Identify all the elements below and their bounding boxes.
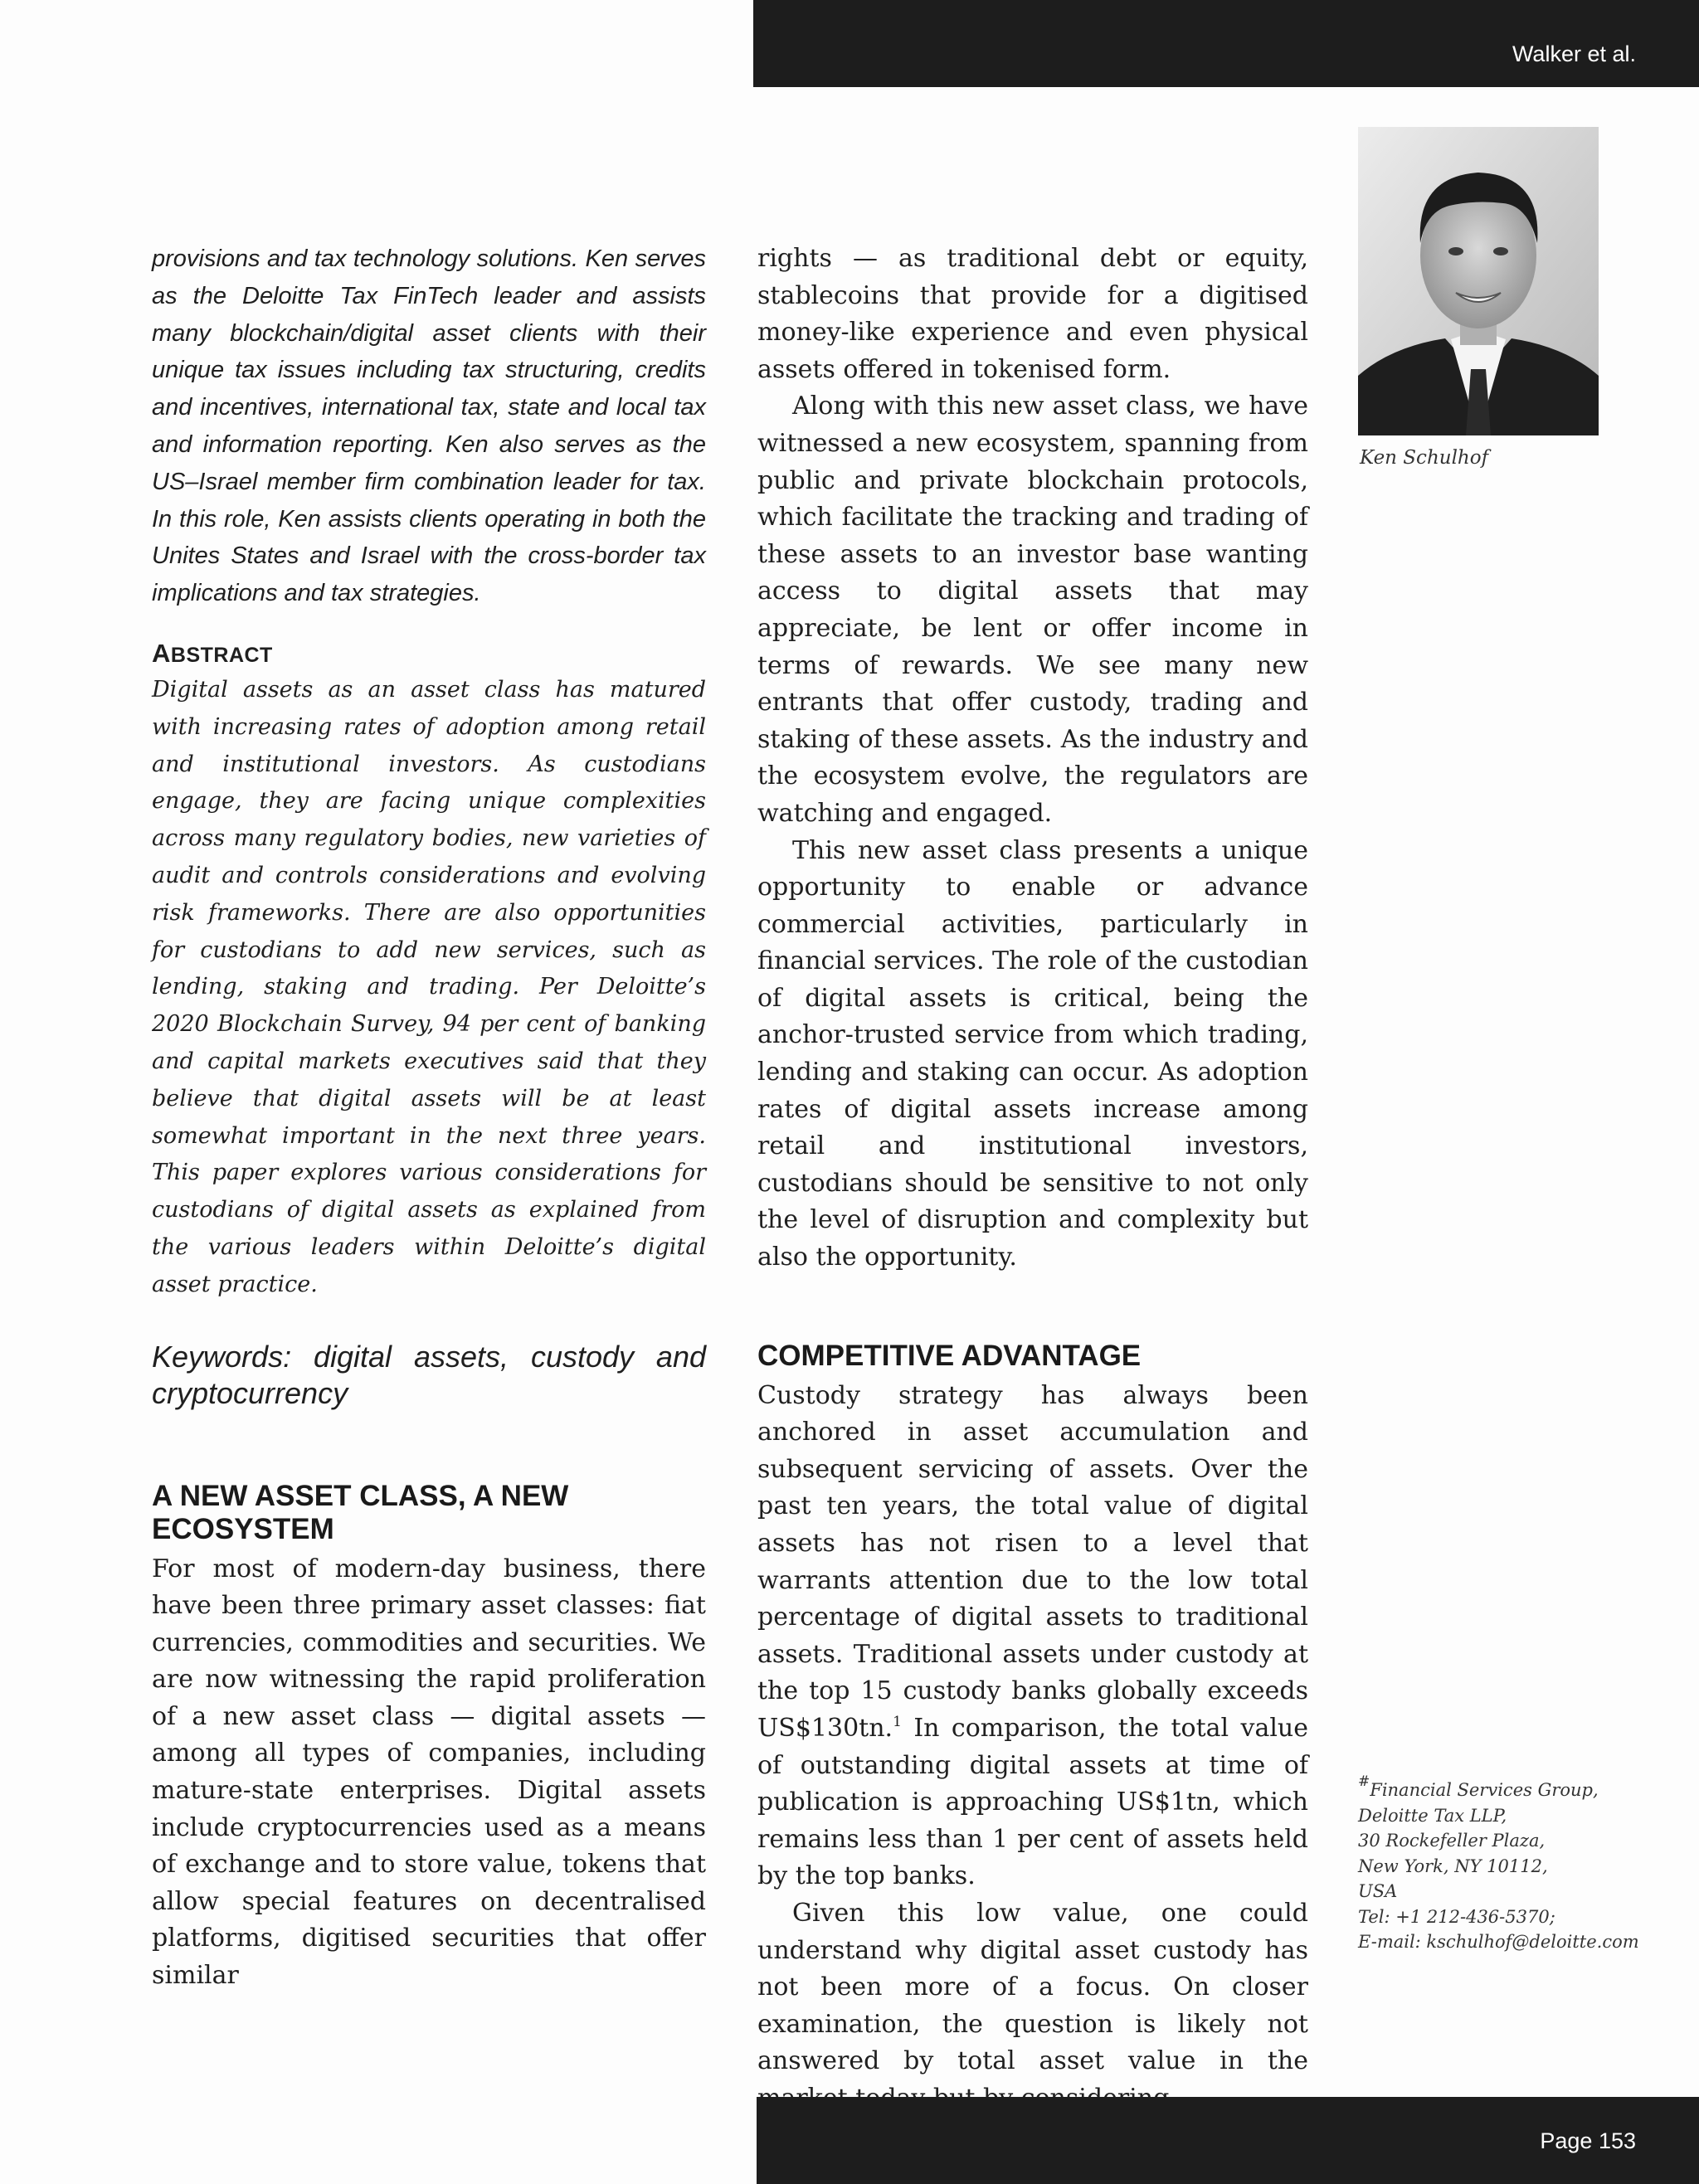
author-portrait	[1358, 127, 1599, 435]
body-paragraph: Given this low value, one could understand why digital asset custody has not been more of a focus. On closer examination, the question is likely not answered by total asset value in the	[757, 1898, 1308, 2076]
affiliation-line: Deloitte Tax LLP,	[1358, 1805, 1507, 1826]
abstract-heading	[152, 639, 706, 669]
abstract-text: Digital assets as an asset class has matured with increasing rates of adoption among retail and institutional investors. As custodians engage, they are facing unique complexities across many regulatory bodies, new varieties of audit and controls considerations and evolving risk frameworks. There are also opportunities for custodians to add new services, such as lending, staking and trading. Per Deloitte’s 2020 Blockchain Survey, 94 per cent of banking and capital markets executives said that they believe that digital assets will be at least somewhat important in the next three years. This paper explores various considerations for custodians of digital assets as explained from the various leaders within Deloitte’s digital asset practice.	[152, 676, 706, 1297]
paragraph-text: Custody strategy has always been anchored in asset accumulation and subsequent servicing of assets. Over the past ten years, the total value of digital assets has not risen to a level that warrants attention due to the low total percentage of digital assets to traditional assets. Traditional assets under custody at the top 15 custody banks globally exceeds US$130tn.	[757, 1380, 1308, 1743]
affiliation-mark: #	[1358, 1773, 1370, 1790]
section-heading-new-asset-class: A NEW ASSET CLASS, A NEW ECOSYSTEM	[152, 1479, 569, 1545]
author-affiliation	[1358, 1773, 1639, 1955]
footer-bar	[757, 2097, 1699, 2184]
body-paragraph: Along with this new asset class, we have witnessed a new ecosystem, spanning from public and private blockchain protocols, which facilitate the tracking and trading of these assets to an investor base wanting access to digital assets that may appreciate, be lent or offer income in terms of rewards. We see many new entrants that offer custody, trading and staking of these assets. As the industry and the ecosystem evolve, the regulators are watching and engaged.	[757, 392, 1308, 828]
body-paragraph: rights — as traditional debt or equity, stablecoins that provide for a digitised money-like experience and even physical assets offered in tokenised form.	[757, 244, 1308, 384]
footnote-marker[interactable]: 1	[893, 1713, 902, 1730]
body-paragraph: For most of modern-day business, there have been three primary asset classes: fiat currencies, commodities and securities. We are now witnessing the rapid proliferation of a new asset class — digital assets — among all types of companies, including mature-state enterprises. Digital assets include cryptocurrencies used as a means of exchange and to store value, tokens that allow special features on decentralised platforms, digitised securities that offer similar	[152, 1554, 706, 1991]
affiliation-line: Financial Services Group,	[1370, 1780, 1599, 1800]
page-number: Page 153	[1540, 2128, 1636, 2153]
abstract-heading-initial: A	[152, 638, 171, 668]
running-title: Walker et al.	[1512, 41, 1636, 66]
header-bar	[753, 0, 1699, 87]
affiliation-line: 30 Rockefeller Plaza,	[1358, 1831, 1546, 1851]
affiliation-email[interactable]: E-mail: kschulhof@deloitte.com	[1358, 1932, 1639, 1952]
affiliation-phone: Tel: +1 212-436-5370;	[1358, 1906, 1555, 1927]
affiliation-line: USA	[1358, 1881, 1398, 1901]
left-column	[152, 241, 706, 1995]
keywords: Keywords: digital assets, custody and cryptocurrency	[152, 1339, 706, 1410]
abstract-heading-rest: BSTRACT	[170, 643, 273, 667]
author-bio: provisions and tax technology solutions. Ken serves as the Deloitte Tax FinTech leader and assists many blockchain/digital asset clients with their unique tax issues including tax structuring, credits and incentives, international tax, state and local tax and information reporting. Ken also serves as the US–Israel member firm combination leader for tax. In this role, Ken assists clients operating in both the Unites States and Israel with the cross-border tax implications and tax strategies.	[152, 246, 706, 607]
paragraph-text: In comparison, the total value of outstanding digital assets at time of publication is approaching US$1tn, which remains less than 1 per cent of assets held by the top banks.	[757, 1713, 1308, 1891]
section-heading-competitive-advantage: COMPETITIVE ADVANTAGE	[757, 1339, 1142, 1372]
portrait-caption: Ken Schulhof	[1360, 447, 1489, 469]
middle-column	[757, 241, 1308, 2118]
affiliation-line: New York, NY 10112,	[1358, 1856, 1548, 1876]
body-paragraph: This new asset class presents a unique opportunity to enable or advance commercial activities, particularly in financial services. The role of the custodian of digital assets is critical, being the anchor-trusted service from which trading, lending and staking can occur. As adoption rates of digital assets increase among retail and institutional investors, custodians should be sensitive to not only the level of disruption and complexity but also the opportunity.	[757, 835, 1308, 1272]
right-column	[1358, 127, 1599, 469]
body-paragraph	[757, 1378, 1308, 1895]
